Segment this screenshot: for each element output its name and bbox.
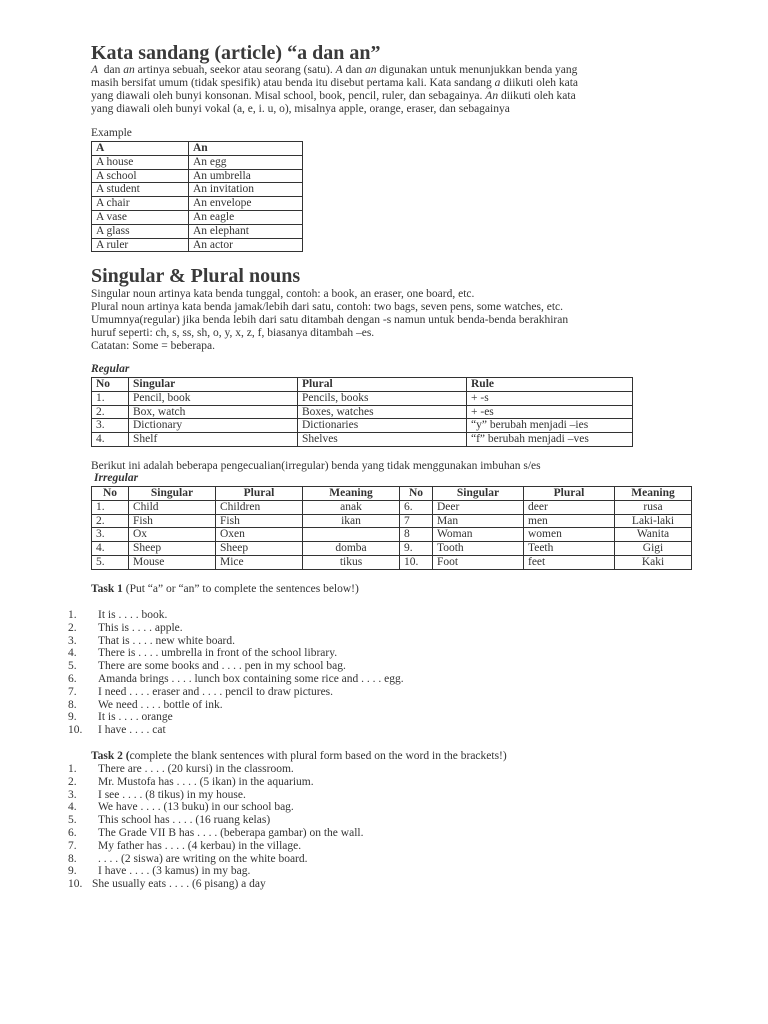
table-cell: An umbrella bbox=[189, 169, 303, 183]
table-cell: 10. bbox=[400, 555, 433, 569]
list-item bbox=[68, 622, 628, 635]
list-item bbox=[68, 776, 628, 789]
table-header: Meaning bbox=[303, 487, 400, 501]
table-row bbox=[92, 169, 303, 183]
item-text: . . . . (2 siswa) are writing on the white board. bbox=[98, 852, 308, 865]
item-text: Mr. Mustofa has . . . . (5 ikan) in the aquarium. bbox=[98, 775, 314, 788]
para-l3: yang diawali oleh bunyi konsonan. Misal school, book, pencil, ruler, dan sebagainya. bbox=[91, 90, 483, 102]
nouns-line: Catatan: Some = beberapa. bbox=[91, 340, 215, 352]
table-row bbox=[92, 405, 633, 419]
item-text: It is . . . . book. bbox=[98, 609, 168, 621]
table-header: No bbox=[400, 487, 433, 501]
nouns-line: Umumnya(regular) jika benda lebih dari satu ditambah dengan -s namun untuk benda-benda berakhiran bbox=[91, 314, 569, 326]
table-cell: Shelf bbox=[129, 433, 298, 447]
table-cell: 3. bbox=[92, 419, 129, 433]
list-item bbox=[68, 801, 628, 814]
list-item bbox=[68, 647, 628, 660]
table-cell: A vase bbox=[92, 210, 189, 224]
table-row bbox=[92, 391, 633, 405]
table-cell: An actor bbox=[189, 238, 303, 252]
table-cell: An egg bbox=[189, 155, 303, 169]
list-item bbox=[68, 865, 628, 878]
item-number: 7. bbox=[68, 839, 77, 852]
item-number: 6. bbox=[68, 672, 77, 685]
table-cell: 2. bbox=[92, 405, 129, 419]
table-cell: Sheep bbox=[129, 542, 216, 556]
item-number: 10. bbox=[68, 724, 83, 737]
table-cell: Ox bbox=[129, 528, 216, 542]
table-row bbox=[92, 419, 633, 433]
item-number: 5. bbox=[68, 660, 77, 673]
item-text: This is . . . . apple. bbox=[98, 621, 183, 634]
table-cell: Laki-laki bbox=[615, 514, 692, 528]
nouns-line: huruf seperti: ch, s, ss, sh, o, y, x, z, f, biasanya ditambah –es. bbox=[91, 327, 375, 339]
example-label: Example bbox=[91, 127, 132, 139]
item-text: There are some books and . . . . pen in my school bag. bbox=[98, 660, 346, 673]
para-dan2: dan bbox=[345, 64, 363, 76]
task2-label: Task 2 ( bbox=[91, 750, 130, 762]
para-a: A bbox=[91, 64, 99, 76]
table-cell: 3. bbox=[92, 528, 129, 542]
item-number: 4. bbox=[68, 801, 77, 814]
item-number: 8. bbox=[68, 852, 77, 865]
item-text: It is . . . . orange bbox=[98, 711, 173, 724]
para-an3: An bbox=[485, 90, 499, 102]
item-text: That is . . . . new white board. bbox=[98, 634, 236, 647]
para-an2: an bbox=[365, 64, 377, 76]
table-row bbox=[92, 514, 692, 528]
table-header: Singular bbox=[129, 487, 216, 501]
table-cell: 4. bbox=[92, 542, 129, 556]
item-number: 1. bbox=[68, 609, 77, 621]
para-a2: A bbox=[335, 64, 343, 76]
table-cell: Mice bbox=[216, 555, 303, 569]
item-text: Amanda brings . . . . lunch box containing some rice and . . . . egg. bbox=[98, 672, 404, 685]
item-text: There are . . . . (20 kursi) in the classroom. bbox=[98, 763, 294, 775]
table-cell: “y” berubah menjadi –ies bbox=[467, 419, 633, 433]
table-header: A bbox=[92, 142, 189, 156]
item-number: 3. bbox=[68, 788, 77, 801]
list-item bbox=[68, 853, 628, 866]
table-cell: Mouse bbox=[129, 555, 216, 569]
table-cell: “f” berubah menjadi –ves bbox=[467, 433, 633, 447]
item-number: 1. bbox=[68, 763, 77, 775]
table-header-row bbox=[92, 142, 303, 156]
item-text: This school has . . . . (16 ruang kelas) bbox=[98, 814, 271, 827]
irregular-table bbox=[91, 486, 692, 570]
table-cell: A student bbox=[92, 183, 189, 197]
item-text: We need . . . . bottle of ink. bbox=[98, 698, 223, 711]
table-cell: 1. bbox=[92, 391, 129, 405]
item-number: 8. bbox=[68, 698, 77, 711]
item-number: 10. bbox=[68, 878, 83, 891]
table-header: Meaning bbox=[615, 487, 692, 501]
item-number: 5. bbox=[68, 814, 77, 827]
article-table bbox=[91, 141, 303, 252]
para-l2-end: diikuti oleh kata bbox=[503, 77, 579, 89]
table-header: Singular bbox=[433, 487, 524, 501]
task2-instruction: complete the blank sentences with plural form based on the word in the brackets!) bbox=[129, 750, 507, 762]
table-cell: feet bbox=[524, 555, 615, 569]
task1-heading bbox=[91, 583, 359, 596]
article-paragraph bbox=[91, 64, 578, 116]
nouns-paragraph bbox=[91, 288, 568, 353]
list-item bbox=[68, 609, 628, 622]
table-row bbox=[92, 542, 692, 556]
table-cell bbox=[303, 528, 400, 542]
list-item bbox=[68, 789, 628, 802]
table-cell: A glass bbox=[92, 224, 189, 238]
table-cell: 1. bbox=[92, 500, 129, 514]
item-number: 3. bbox=[68, 634, 77, 647]
list-item bbox=[68, 711, 628, 724]
irregular-label: Irregular bbox=[94, 472, 139, 484]
table-cell: domba bbox=[303, 542, 400, 556]
table-cell: Kaki bbox=[615, 555, 692, 569]
table-cell: rusa bbox=[615, 500, 692, 514]
table-cell: Teeth bbox=[524, 542, 615, 556]
regular-label: Regular bbox=[91, 363, 130, 375]
item-number: 6. bbox=[68, 826, 77, 839]
table-cell: Dictionaries bbox=[298, 419, 467, 433]
table-row bbox=[92, 224, 303, 238]
item-number: 4. bbox=[68, 647, 77, 660]
table-cell: + -es bbox=[467, 405, 633, 419]
irregular-intro: Berikut ini adalah beberapa pengecualian(irregular) benda yang tidak menggunakan imbuhan s/es bbox=[91, 460, 541, 472]
task1-instruction: (Put “a” or “an” to complete the sentences below!) bbox=[125, 583, 359, 595]
item-text: I need . . . . eraser and . . . . pencil to draw pictures. bbox=[98, 685, 334, 698]
para-dan: dan bbox=[103, 64, 121, 76]
table-row bbox=[92, 555, 692, 569]
nouns-line: Plural noun artinya kata benda jamak/lebih dari satu, contoh: two bags, seven pens, some watches, etc. bbox=[91, 301, 564, 313]
table-row bbox=[92, 155, 303, 169]
task1-label: Task 1 bbox=[91, 583, 123, 595]
item-number: 7. bbox=[68, 685, 77, 698]
table-cell: 2. bbox=[92, 514, 129, 528]
task1-list bbox=[68, 609, 628, 737]
table-cell: Man bbox=[433, 514, 524, 528]
list-item bbox=[68, 840, 628, 853]
table-row bbox=[92, 528, 692, 542]
table-cell: Fish bbox=[129, 514, 216, 528]
table-row bbox=[92, 238, 303, 252]
nouns-title: Singular & Plural nouns bbox=[91, 265, 301, 287]
task2-heading bbox=[91, 750, 507, 763]
table-cell: Woman bbox=[433, 528, 524, 542]
table-cell: Box, watch bbox=[129, 405, 298, 419]
list-item bbox=[68, 878, 628, 891]
table-cell: women bbox=[524, 528, 615, 542]
table-cell: An eagle bbox=[189, 210, 303, 224]
table-row bbox=[92, 433, 633, 447]
table-cell: Oxen bbox=[216, 528, 303, 542]
table-row bbox=[92, 183, 303, 197]
table-header: Rule bbox=[467, 378, 633, 392]
list-item bbox=[68, 699, 628, 712]
table-cell: 9. bbox=[400, 542, 433, 556]
table-cell: Tooth bbox=[433, 542, 524, 556]
regular-table bbox=[91, 377, 633, 447]
table-cell: A ruler bbox=[92, 238, 189, 252]
table-cell: An invitation bbox=[189, 183, 303, 197]
para-l2: masih bersifat umum (tidak spesifik) atau benda itu disebut pertama kali. Kata sandang bbox=[91, 77, 492, 89]
list-item bbox=[68, 724, 628, 737]
table-cell: 7 bbox=[400, 514, 433, 528]
table-cell: 4. bbox=[92, 433, 129, 447]
table-row bbox=[92, 210, 303, 224]
list-item bbox=[68, 827, 628, 840]
table-header: No bbox=[92, 378, 129, 392]
item-text: I see . . . . (8 tikus) in my house. bbox=[98, 788, 246, 801]
table-cell: Pencils, books bbox=[298, 391, 467, 405]
para-l3-end: diikuti oleh kata bbox=[500, 90, 576, 102]
list-item bbox=[68, 660, 628, 673]
table-cell: deer bbox=[524, 500, 615, 514]
table-header-row bbox=[92, 378, 633, 392]
table-cell: Fish bbox=[216, 514, 303, 528]
table-header: Plural bbox=[524, 487, 615, 501]
item-text: There is . . . . umbrella in front of the school library. bbox=[98, 647, 338, 660]
article-title: Kata sandang (article) “a dan an” bbox=[91, 42, 381, 64]
table-cell: 5. bbox=[92, 555, 129, 569]
item-text: I have . . . . (3 kamus) in my bag. bbox=[98, 865, 251, 878]
table-cell: 6. bbox=[400, 500, 433, 514]
item-text: We have . . . . (13 buku) in our school bag. bbox=[98, 801, 294, 814]
table-row bbox=[92, 197, 303, 211]
table-cell: Gigi bbox=[615, 542, 692, 556]
table-row bbox=[92, 500, 692, 514]
item-text: The Grade VII B has . . . . (beberapa gambar) on the wall. bbox=[98, 826, 364, 839]
list-item bbox=[68, 763, 628, 776]
table-header: An bbox=[189, 142, 303, 156]
table-cell: anak bbox=[303, 500, 400, 514]
task2-list bbox=[68, 763, 628, 891]
table-cell: Child bbox=[129, 500, 216, 514]
list-item bbox=[68, 673, 628, 686]
item-text: I have . . . . cat bbox=[98, 724, 166, 737]
table-cell: ikan bbox=[303, 514, 400, 528]
para-l1-end: digunakan untuk menunjukkan benda yang bbox=[379, 64, 578, 76]
list-item bbox=[68, 686, 628, 699]
item-text: My father has . . . . (4 kerbau) in the village. bbox=[98, 839, 302, 852]
item-text: She usually eats . . . . (6 pisang) a day bbox=[92, 878, 266, 891]
nouns-line: Singular noun artinya kata benda tunggal, contoh: a book, an eraser, one board, etc. bbox=[91, 288, 475, 300]
list-item bbox=[68, 814, 628, 827]
table-header: Plural bbox=[298, 378, 467, 392]
table-cell: + -s bbox=[467, 391, 633, 405]
table-cell: Sheep bbox=[216, 542, 303, 556]
table-header: Plural bbox=[216, 487, 303, 501]
table-cell: Foot bbox=[433, 555, 524, 569]
item-number: 9. bbox=[68, 865, 77, 878]
table-cell: 8 bbox=[400, 528, 433, 542]
list-item bbox=[68, 635, 628, 648]
table-cell: Shelves bbox=[298, 433, 467, 447]
para-l4: yang diawali oleh bunyi vokal (a, e, i. u, o), misalnya apple, orange, eraser, dan sebagainya bbox=[91, 103, 510, 115]
item-number: 2. bbox=[68, 775, 77, 788]
para-a3: a bbox=[494, 77, 501, 89]
table-cell: An elephant bbox=[189, 224, 303, 238]
table-cell: Children bbox=[216, 500, 303, 514]
table-cell: tikus bbox=[303, 555, 400, 569]
table-cell: Pencil, book bbox=[129, 391, 298, 405]
item-number: 9. bbox=[68, 711, 77, 724]
item-number: 2. bbox=[68, 621, 77, 634]
table-cell: An envelope bbox=[189, 197, 303, 211]
para-l1-rest: artinya sebuah, seekor atau seorang (satu). bbox=[137, 64, 333, 76]
table-cell: A chair bbox=[92, 197, 189, 211]
table-cell: Dictionary bbox=[129, 419, 298, 433]
table-cell: A school bbox=[92, 169, 189, 183]
table-cell: Boxes, watches bbox=[298, 405, 467, 419]
table-cell: Deer bbox=[433, 500, 524, 514]
table-header: No bbox=[92, 487, 129, 501]
table-cell: men bbox=[524, 514, 615, 528]
para-an: an bbox=[123, 64, 135, 76]
table-cell: Wanita bbox=[615, 528, 692, 542]
table-cell: A house bbox=[92, 155, 189, 169]
table-header-row bbox=[92, 487, 692, 501]
table-header: Singular bbox=[129, 378, 298, 392]
